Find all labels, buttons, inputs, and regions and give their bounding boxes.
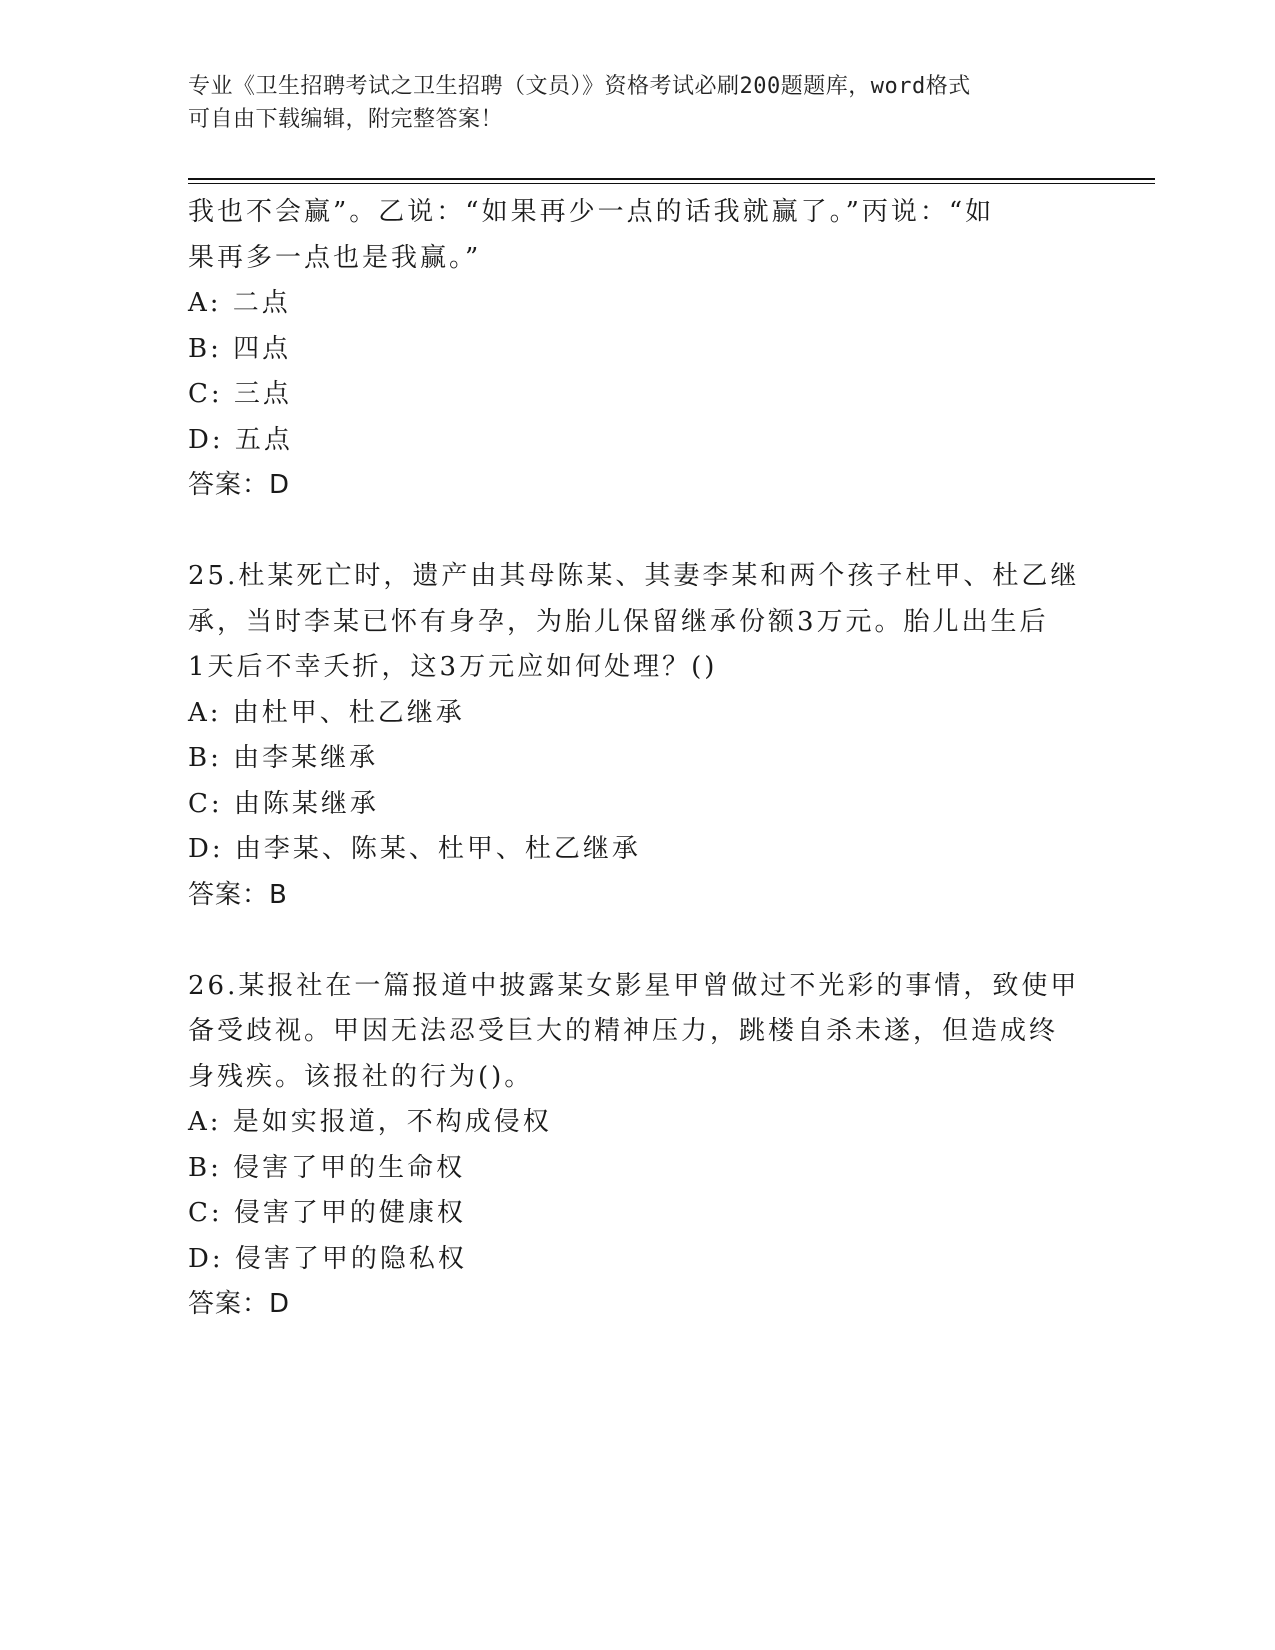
question-text-line: 1天后不幸夭折，这3万元应如何处理？() — [188, 652, 718, 682]
question-text-line: 26.某报社在一篇报道中披露某女影星甲曾做过不光彩的事情，致使甲 — [188, 970, 1080, 1001]
header-divider-thin — [188, 183, 1155, 184]
option-d: D: 侵害了甲的隐私权 — [188, 1243, 467, 1274]
question-continuation — [188, 190, 1088, 509]
question-text-line: 果再多一点也是我赢。” — [188, 242, 482, 273]
answer-line: 答案：D — [188, 1289, 291, 1319]
question-text-line: 备受歧视。甲因无法忍受巨大的精神压力，跳楼自杀未遂，但造成终 — [188, 1016, 1059, 1046]
question-26 — [188, 964, 1088, 1328]
spacer — [188, 509, 1088, 555]
option-b: B: 由李某继承 — [188, 743, 379, 773]
option-c: C: 侵害了甲的健康权 — [188, 1198, 466, 1228]
question-text-line: 承，当时李某已怀有身孕，为胎儿保留继承份额3万元。胎儿出生后 — [188, 606, 1049, 637]
page-content — [188, 190, 1088, 1328]
spacer — [188, 918, 1088, 964]
header-title-line-2: 可自由下载编辑，附完整答案！ — [188, 107, 504, 132]
option-c: C: 由陈某继承 — [188, 788, 379, 819]
option-c: C: 三点 — [188, 379, 292, 409]
option-d: D: 由李某、陈某、杜甲、杜乙继承 — [188, 834, 641, 864]
document-header — [188, 70, 1088, 136]
question-text-line: 25.杜某死亡时，遗产由其母陈某、其妻李某和两个孩子杜甲、杜乙继 — [188, 561, 1080, 591]
option-d: D: 五点 — [188, 424, 293, 455]
header-title-line-1: 专业《卫生招聘考试之卫生招聘（文员）》资格考试必刷200题题库，word格式 — [188, 74, 971, 99]
question-text-line: 身残疾。该报社的行为()。 — [188, 1061, 534, 1092]
question-text-line: 我也不会赢”。乙说：“如果再少一点的话我就赢了。”丙说：“如 — [188, 197, 995, 227]
option-b: B: 四点 — [188, 333, 292, 364]
header-divider-thick — [188, 178, 1155, 180]
option-b: B: 侵害了甲的生命权 — [188, 1152, 466, 1183]
question-25 — [188, 554, 1088, 918]
answer-line: 答案：D — [188, 470, 291, 500]
option-a: A: 是如实报道，不构成侵权 — [188, 1107, 552, 1137]
option-a: A: 二点 — [188, 288, 291, 318]
option-a: A: 由杜甲、杜乙继承 — [188, 697, 465, 728]
answer-line: 答案：B — [188, 879, 288, 910]
